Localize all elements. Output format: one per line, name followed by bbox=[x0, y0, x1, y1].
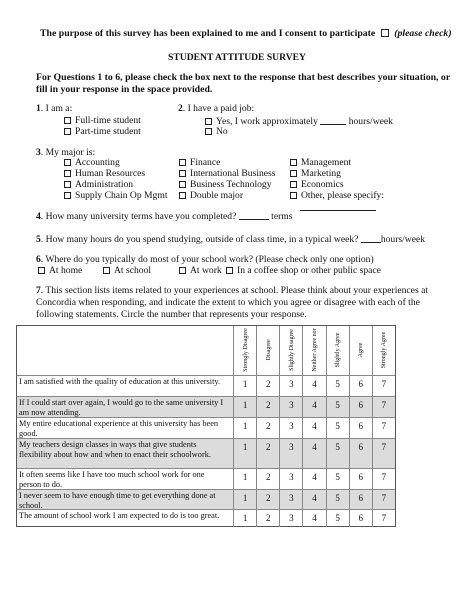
option-label: Administration bbox=[75, 179, 134, 190]
q5-suffix: hours/week bbox=[380, 234, 426, 245]
rating-number: 5 bbox=[335, 442, 340, 452]
rating-number: 3 bbox=[289, 379, 294, 389]
checkbox[interactable] bbox=[205, 118, 212, 125]
rating-option[interactable] bbox=[256, 376, 279, 396]
statement-text: I am satisfied with the quality of education at this university. bbox=[19, 377, 221, 386]
rating-number: 2 bbox=[265, 513, 271, 523]
scale-header bbox=[279, 326, 303, 375]
rating-number: 7 bbox=[381, 513, 387, 523]
q2-option-yes[interactable] bbox=[205, 115, 393, 128]
likert-table bbox=[16, 325, 396, 527]
rating-number: 5 bbox=[335, 379, 340, 389]
table-row bbox=[17, 375, 395, 396]
rating-number: 3 bbox=[289, 421, 294, 431]
statement-text: It often seems like I have too much school work for one person to do. bbox=[19, 470, 205, 489]
q6-number: 6 bbox=[36, 254, 41, 265]
rating-number: 3 bbox=[289, 493, 294, 503]
rating-option[interactable] bbox=[349, 510, 372, 527]
rating-number: 1 bbox=[242, 400, 248, 410]
statement-text: If I could start over again, I would go to the same university I am now attending. bbox=[19, 398, 224, 417]
scale-header-label: Slightly Agree bbox=[334, 332, 341, 368]
rating-number: 6 bbox=[358, 442, 364, 452]
q6-option-home[interactable] bbox=[38, 265, 82, 277]
rating-option[interactable] bbox=[302, 439, 325, 468]
rating-option[interactable] bbox=[233, 490, 256, 509]
checkbox[interactable] bbox=[290, 159, 297, 166]
checkbox[interactable] bbox=[179, 267, 186, 274]
option-label: At school bbox=[114, 265, 152, 276]
option-label: International Business bbox=[190, 168, 276, 179]
scale-header bbox=[256, 326, 280, 375]
q2-prompt bbox=[178, 103, 254, 115]
scale-header bbox=[372, 326, 396, 375]
option-label: Supply Chain Op Mgmt bbox=[75, 190, 168, 201]
rating-number: 7 bbox=[381, 421, 387, 431]
q5-prompt bbox=[36, 233, 425, 246]
rating-number: 7 bbox=[381, 493, 387, 503]
table-row bbox=[17, 509, 395, 527]
checkbox[interactable] bbox=[64, 117, 71, 124]
rating-number: 6 bbox=[358, 400, 364, 410]
q3-other-blank[interactable] bbox=[300, 201, 376, 214]
option-label: Double major bbox=[190, 190, 244, 201]
rating-option[interactable] bbox=[349, 439, 372, 468]
consent-text: The purpose of this survey has been explained to me and I consent to participate bbox=[40, 28, 376, 39]
scale-header-label: Strongly Disagree bbox=[242, 328, 249, 372]
rating-number: 2 bbox=[265, 421, 271, 431]
rating-number: 3 bbox=[289, 513, 294, 523]
rating-option[interactable] bbox=[233, 397, 256, 417]
checkbox[interactable] bbox=[179, 170, 186, 177]
option-label: Economics bbox=[301, 179, 344, 190]
scale-header-label: Neither Agree nor bbox=[311, 328, 318, 372]
rating-option[interactable] bbox=[349, 469, 372, 489]
rating-number: 2 bbox=[265, 442, 271, 452]
statement-text: I never seem to have enough time to get everything done at school. bbox=[19, 491, 216, 510]
rating-number: 4 bbox=[312, 493, 317, 503]
rating-option[interactable] bbox=[233, 469, 256, 489]
rating-option[interactable] bbox=[302, 418, 325, 438]
checkbox[interactable] bbox=[290, 181, 297, 188]
option-label: Marketing bbox=[301, 168, 341, 179]
checkbox[interactable] bbox=[226, 267, 233, 274]
rating-number: 1 bbox=[242, 472, 248, 482]
scale-header bbox=[326, 326, 350, 375]
rating-option[interactable] bbox=[372, 397, 395, 417]
q3-text: . My major is: bbox=[40, 147, 96, 158]
q6-text: . Where do you typically do most of your school work? (Please check only one option) bbox=[40, 254, 374, 265]
rating-number: 6 bbox=[358, 379, 364, 389]
rating-option[interactable] bbox=[349, 418, 372, 438]
q4-prompt bbox=[36, 210, 293, 223]
rating-option[interactable] bbox=[233, 510, 256, 527]
rating-option[interactable] bbox=[326, 510, 349, 527]
checkbox[interactable] bbox=[103, 267, 110, 274]
rating-number: 5 bbox=[335, 400, 340, 410]
checkbox[interactable] bbox=[64, 128, 71, 135]
rating-option[interactable] bbox=[372, 469, 395, 489]
q2-text: . I have a paid job: bbox=[182, 103, 255, 114]
terms-blank[interactable] bbox=[239, 210, 269, 220]
q6-option-school[interactable] bbox=[103, 265, 151, 277]
checkbox[interactable] bbox=[64, 170, 71, 177]
survey-title: STUDENT ATTITUDE SURVEY bbox=[168, 52, 306, 63]
rating-option[interactable] bbox=[279, 376, 302, 396]
rating-option[interactable] bbox=[256, 510, 279, 527]
q1-option-parttime[interactable] bbox=[64, 126, 141, 138]
table-row bbox=[17, 396, 395, 417]
rating-option[interactable] bbox=[279, 469, 302, 489]
rating-option[interactable] bbox=[279, 439, 302, 468]
q7-text: . This section lists items related to your experiences at school. Please think about your experiences at Concordia when responding, and indicate the extent to which you agree or disagree with each of the following statements. Circle the number that represents your response. bbox=[36, 285, 428, 320]
q5-number: 5 bbox=[36, 234, 41, 245]
rating-option[interactable] bbox=[372, 490, 395, 509]
scale-header bbox=[302, 326, 326, 375]
option-label: Other, please specify: bbox=[301, 190, 384, 201]
rating-number: 4 bbox=[312, 442, 317, 452]
checkbox[interactable] bbox=[179, 181, 186, 188]
rating-option[interactable] bbox=[302, 376, 325, 396]
rating-number: 1 bbox=[242, 493, 248, 503]
rating-option[interactable] bbox=[256, 397, 279, 417]
rating-number: 1 bbox=[242, 442, 248, 452]
rating-option[interactable] bbox=[372, 510, 395, 527]
option-label: Full-time student bbox=[75, 115, 141, 126]
rating-option[interactable] bbox=[302, 510, 325, 527]
rating-number: 5 bbox=[335, 421, 340, 431]
rating-option[interactable] bbox=[302, 490, 325, 509]
q7-number: 7 bbox=[36, 285, 41, 296]
rating-option[interactable] bbox=[279, 418, 302, 438]
q5-text: . How many hours do you spend studying, outside of class time, in a typical week? bbox=[40, 234, 359, 245]
checkbox[interactable] bbox=[179, 192, 186, 199]
rating-number: 7 bbox=[381, 379, 387, 389]
q6-option-public[interactable] bbox=[226, 265, 381, 277]
checkbox[interactable] bbox=[64, 192, 71, 199]
rating-option[interactable] bbox=[302, 397, 325, 417]
rating-option[interactable] bbox=[349, 376, 372, 396]
rating-option[interactable] bbox=[326, 418, 349, 438]
q3-option[interactable] bbox=[64, 190, 167, 202]
rating-option[interactable] bbox=[372, 439, 395, 468]
statement-text: The amount of school work I am expected to do is too great. bbox=[19, 511, 220, 520]
rating-option[interactable] bbox=[326, 469, 349, 489]
rating-number: 5 bbox=[335, 472, 340, 482]
rating-number: 3 bbox=[289, 472, 294, 482]
q3-option[interactable] bbox=[179, 190, 243, 202]
rating-number: 7 bbox=[381, 442, 387, 452]
rating-number: 6 bbox=[358, 421, 364, 431]
checkbox[interactable] bbox=[290, 170, 297, 177]
q2-suffix: hours/week bbox=[348, 116, 393, 127]
rating-number: 6 bbox=[358, 513, 364, 523]
rating-number: 4 bbox=[312, 472, 317, 482]
rating-option[interactable] bbox=[372, 418, 395, 438]
option-label: Yes, I work approximately bbox=[216, 116, 318, 127]
option-label: Business Technology bbox=[190, 179, 272, 190]
scale-header bbox=[349, 326, 373, 375]
rating-option[interactable] bbox=[233, 439, 256, 468]
scale-header bbox=[233, 326, 257, 375]
rating-option[interactable] bbox=[349, 397, 372, 417]
option-label: Management bbox=[301, 157, 352, 168]
rating-number: 2 bbox=[265, 400, 271, 410]
instructions: For Questions 1 to 6, please check the box next to the response that best describes your situation, or fill in your response in the space provided. bbox=[36, 72, 451, 95]
rating-option[interactable] bbox=[256, 490, 279, 509]
scale-header-label: Strongly Agree bbox=[381, 331, 388, 369]
q4-number: 4 bbox=[36, 211, 41, 222]
checkbox[interactable] bbox=[38, 267, 45, 274]
rating-number: 3 bbox=[289, 400, 294, 410]
rating-option[interactable] bbox=[326, 397, 349, 417]
scale-header-label: Disagree bbox=[265, 339, 272, 361]
q1-prompt bbox=[36, 103, 72, 115]
rating-number: 4 bbox=[312, 379, 317, 389]
rating-number: 4 bbox=[312, 421, 317, 431]
checkbox[interactable] bbox=[64, 159, 71, 166]
rating-option[interactable] bbox=[326, 490, 349, 509]
option-label: In a coffee shop or other public space bbox=[237, 265, 381, 276]
rating-number: 1 bbox=[242, 379, 248, 389]
rating-number: 2 bbox=[265, 379, 271, 389]
consent-note: (please check) bbox=[394, 28, 452, 39]
rating-number: 2 bbox=[265, 472, 271, 482]
scale-header-label: Slightly Disagree bbox=[288, 329, 295, 371]
q7-prompt bbox=[36, 285, 456, 321]
rating-option[interactable] bbox=[233, 376, 256, 396]
q2-option-no[interactable] bbox=[205, 126, 228, 138]
rating-option[interactable] bbox=[302, 469, 325, 489]
option-label: At work bbox=[190, 265, 222, 276]
rating-option[interactable] bbox=[279, 510, 302, 527]
q6-option-work[interactable] bbox=[179, 265, 222, 277]
q4-text: . How many university terms have you completed? bbox=[40, 211, 237, 222]
consent-checkbox[interactable] bbox=[381, 29, 389, 37]
table-row bbox=[17, 468, 395, 489]
hours-blank[interactable] bbox=[320, 115, 346, 125]
checkbox[interactable] bbox=[290, 192, 297, 199]
q4-suffix: terms bbox=[271, 211, 293, 222]
checkbox[interactable] bbox=[179, 159, 186, 166]
rating-number: 4 bbox=[312, 400, 317, 410]
option-label: Part-time student bbox=[75, 126, 141, 137]
table-row bbox=[17, 489, 395, 509]
rating-option[interactable] bbox=[349, 490, 372, 509]
option-label: No bbox=[216, 126, 228, 137]
rating-number: 6 bbox=[358, 472, 364, 482]
q3-number: 3 bbox=[36, 147, 41, 158]
option-label: Human Resources bbox=[75, 168, 146, 179]
rating-number: 2 bbox=[265, 493, 271, 503]
option-label: Finance bbox=[190, 157, 221, 168]
consent-statement bbox=[40, 28, 452, 40]
rating-option[interactable] bbox=[326, 376, 349, 396]
rating-number: 6 bbox=[358, 493, 364, 503]
rating-number: 4 bbox=[312, 513, 317, 523]
study-hours-blank[interactable] bbox=[361, 233, 381, 243]
q2-number: 2 bbox=[178, 103, 183, 114]
rating-number: 5 bbox=[335, 513, 340, 523]
rating-option[interactable] bbox=[279, 397, 302, 417]
rating-number: 3 bbox=[289, 442, 294, 452]
rating-number: 1 bbox=[242, 421, 248, 431]
rating-number: 1 bbox=[242, 513, 248, 523]
q1-text: . I am a: bbox=[40, 103, 73, 114]
q1-number: 1 bbox=[36, 103, 41, 114]
table-row bbox=[17, 438, 395, 468]
checkbox[interactable] bbox=[205, 128, 212, 135]
rating-number: 7 bbox=[381, 400, 387, 410]
option-label: Accounting bbox=[75, 157, 120, 168]
statement-text: My entire educational experience at this university has been good. bbox=[19, 419, 219, 438]
rating-option[interactable] bbox=[279, 490, 302, 509]
rating-number: 7 bbox=[381, 472, 387, 482]
rating-option[interactable] bbox=[326, 439, 349, 468]
rating-option[interactable] bbox=[233, 418, 256, 438]
scale-header-label: Agree bbox=[358, 342, 365, 358]
rating-option[interactable] bbox=[256, 418, 279, 438]
rating-option[interactable] bbox=[372, 376, 395, 396]
option-label: At home bbox=[49, 265, 83, 276]
checkbox[interactable] bbox=[64, 181, 71, 188]
rating-number: 5 bbox=[335, 493, 340, 503]
statement-text: My teachers design classes in ways that give students flexibility about how and when to enact their schoolwork. bbox=[19, 440, 211, 459]
rating-option[interactable] bbox=[256, 439, 279, 468]
rating-option[interactable] bbox=[256, 469, 279, 489]
table-row bbox=[17, 417, 395, 438]
